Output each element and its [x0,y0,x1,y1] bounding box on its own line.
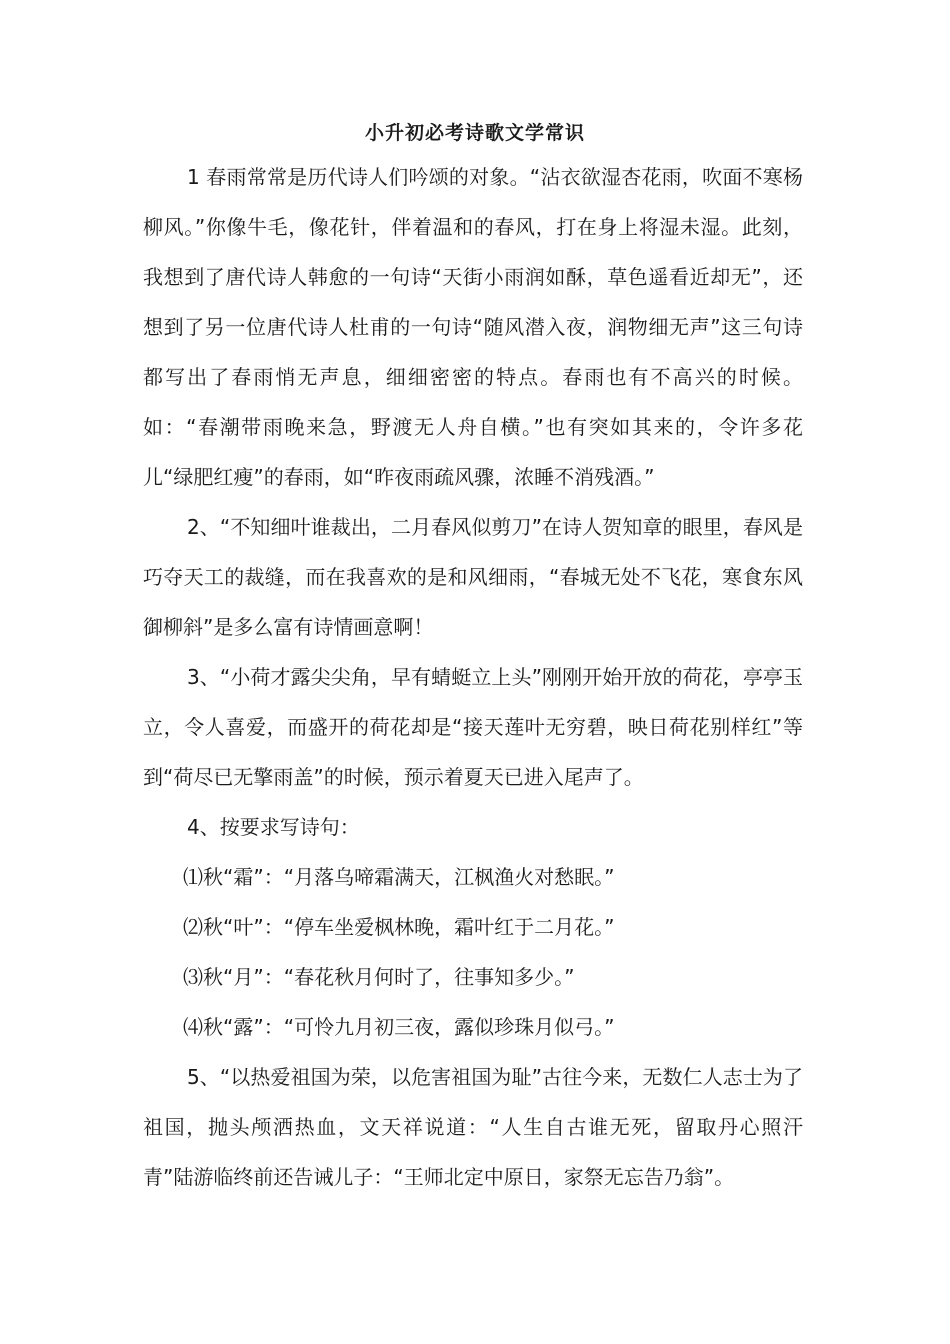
paragraph-autumn-heading: 4、按要求写诗句： [187,815,360,839]
list-item-autumn-frost: ⑴秋“霜”：“月落乌啼霜满天，江枫渔火对愁眠。” [183,865,615,889]
document-title: 小升初必考诗歌文学常识 [364,122,585,144]
paragraph-patriotism: 5、“以热爱祖国为荣，以危害祖国为耻”古往今来，无数仁人志士为了祖国，抛头颅洒热血，文天祥说道：“人生自古谁无死，留取丹心照汗青”陆游临终前还告诫儿子：“王师北定中原日，家祭无忘告乃翁”。 [143,1065,803,1189]
list-item-autumn-dew: ⑷秋“露”：“可怜九月初三夜，露似珍珠月似弓。” [183,1015,615,1039]
list-item-autumn-moon: ⑶秋“月”：“春花秋月何时了，往事知多少。” [183,965,575,989]
document-body [143,152,803,1202]
paragraph-spring-rain: 1 春雨常常是历代诗人们吟颂的对象。“沾衣欲湿杏花雨，吹面不寒杨柳风。”你像牛毛，像花针，伴着温和的春风，打在身上将湿未湿。此刻，我想到了唐代诗人韩愈的一句诗“天街小雨润如酥，草色遥看近却无”，还想到了另一位唐代诗人杜甫的一句诗“随风潜入夜，润物细无声”这三句诗都写出了春雨悄无声息，细细密密的特点。春雨也有不高兴的时候。如：“春潮带雨晚来急，野渡无人舟自横。”也有突如其来的，令许多花儿“绿肥红瘦”的春雨，如“昨夜雨疏风骤，浓睡不消残酒。” [143,165,803,489]
list-item-autumn-leaf: ⑵秋“叶”：“停车坐爱枫林晚，霜叶红于二月花。” [183,915,615,939]
paragraph-spring-wind: 2、“不知细叶谁裁出，二月春风似剪刀”在诗人贺知章的眼里，春风是巧夺天工的裁缝，而在我喜欢的是和风细雨，“春城无处不飞花，寒食东风御柳斜”是多么富有诗情画意啊！ [143,515,803,639]
paragraph-lotus: 3、“小荷才露尖尖角，早有蜻蜓立上头”刚刚开始开放的荷花，亭亭玉立，令人喜爱，而盛开的荷花却是“接天莲叶无穷碧，映日荷花别样红”等到“荷尽已无擎雨盖”的时候，预示着夏天已进入尾声了。 [143,665,803,789]
